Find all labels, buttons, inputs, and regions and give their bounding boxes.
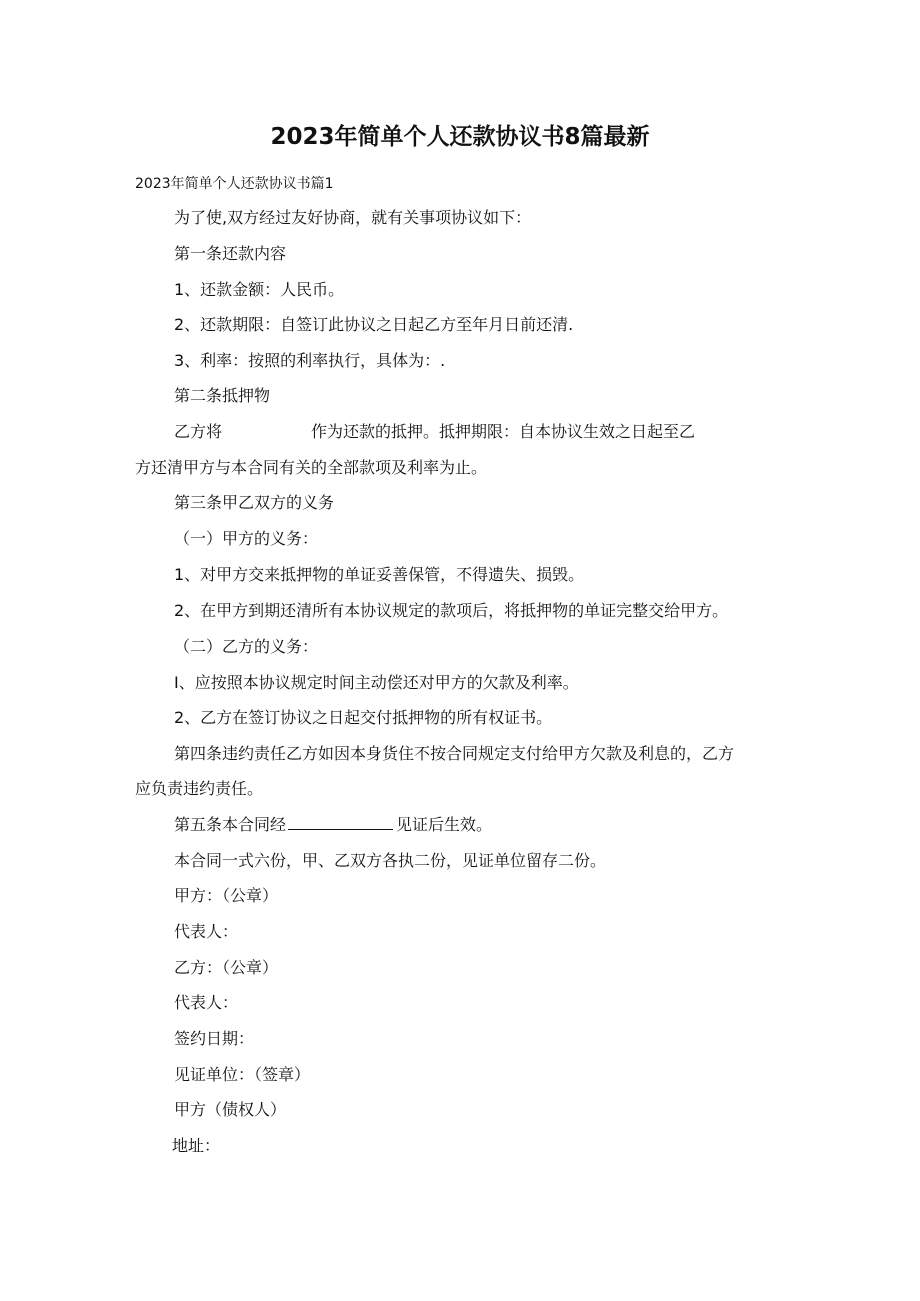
document-title: 2023年简单个人还款协议书8篇最新 [270, 124, 650, 150]
article-5-line [174, 815, 492, 835]
section-subtitle: 2023年简单个人还款协议书篇1 [135, 176, 334, 192]
article-5-end: 见证后生效。 [396, 815, 493, 834]
signature-rep-a: 代表人： [174, 922, 239, 941]
article-4-line-2: 应负责违约责任。 [135, 779, 264, 798]
signature-rep-b: 代表人： [174, 993, 239, 1012]
article-3-heading: 第三条甲乙双方的义务 [174, 493, 335, 512]
article-1-item-1: 1、还款金额：人民币。 [174, 280, 345, 299]
article-1-item-3: 3、利率：按照的利率执行，具体为：. [174, 351, 446, 370]
party-b-duties-heading: （二）乙方的义务： [174, 637, 319, 656]
article-1-item-2: 2、还款期限：自签订此协议之日起乙方至年月日前还清. [174, 315, 574, 334]
address-label: 地址： [172, 1136, 221, 1155]
article-2-line-1-start: 乙方将 [174, 422, 223, 441]
article-2-line-2: 方还清甲方与本合同有关的全部款项及利率为止。 [135, 458, 488, 477]
article-4-line-1: 第四条违约责任乙方如因本身货住不按合同规定支付给甲方欠款及利息的，乙方 [174, 744, 735, 763]
article-2-line-1-end: 作为还款的抵押。抵押期限：自本协议生效之日起至乙 [311, 422, 696, 441]
witness-unit: 见证单位：（签章） [174, 1065, 311, 1084]
signature-party-a: 甲方：（公章） [174, 886, 279, 905]
party-a-duty-1: 1、对甲方交来抵押物的单证妥善保管，不得遗失、损毁。 [174, 565, 585, 584]
signature-party-b: 乙方：（公章） [174, 958, 279, 977]
article-1-heading: 第一条还款内容 [174, 244, 287, 263]
intro-paragraph: 为了使,双方经过友好协商，就有关事项协议如下： [174, 208, 532, 227]
witness-blank-line [288, 815, 393, 830]
party-b-duty-2: 2、乙方在签订协议之日起交付抵押物的所有权证书。 [174, 708, 553, 727]
party-a-duty-2: 2、在甲方到期还清所有本协议规定的款项后，将抵押物的单证完整交给甲方。 [174, 601, 729, 620]
copies-clause: 本合同一式六份，甲、乙双方各执二份，见证单位留存二份。 [174, 851, 607, 870]
signing-date: 签约日期： [174, 1029, 255, 1048]
party-a-duties-heading: （一）甲方的义务： [174, 529, 319, 548]
article-2-line-1 [174, 422, 695, 442]
article-2-heading: 第二条抵押物 [174, 386, 271, 405]
party-b-duty-1: I、应按照本协议规定时间主动偿还对甲方的欠款及利率。 [174, 673, 579, 692]
article-5-start: 第五条本合同经 [174, 815, 287, 834]
creditor-label: 甲方（债权人） [174, 1100, 287, 1119]
